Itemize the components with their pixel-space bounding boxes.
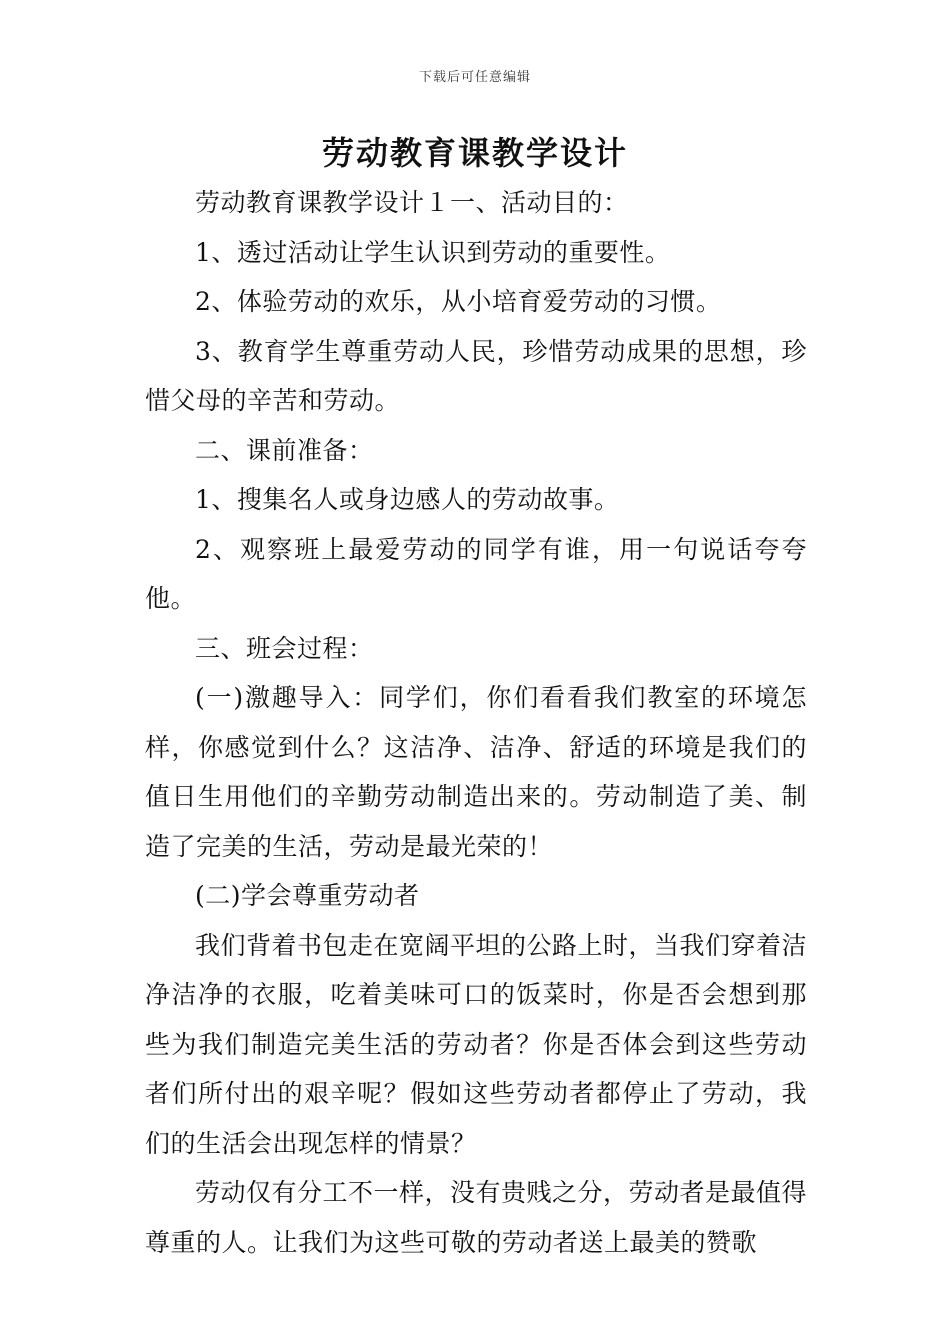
paragraph-introduction: (一)激趣导入：同学们，你们看看我们教室的环境怎样，你感觉到什么？这洁净、洁净、舒适的环境是我们的值日生用他们的辛勤劳动制造出来的。劳动制造了美、制造了完美的生活，劳动是最光荣的！ <box>145 683 807 861</box>
document-body <box>145 178 807 1267</box>
paragraph-labor-equality: 劳动仅有分工不一样，没有贵贱之分，劳动者是最值得尊重的人。让我们为这些可敬的劳动者送上最美的赞歌 <box>145 1178 808 1257</box>
paragraph-preparation-2: 2、观察班上最爱劳动的同学有谁，用一句说话夸夸他。 <box>145 534 807 613</box>
paragraph-goal-3: 3、教育学生尊重劳动人民，珍惜劳动成果的思想，珍惜父母的辛苦和劳动。 <box>145 336 807 415</box>
paragraph-goal-1: 1、透过活动让学生认识到劳动的重要性。 <box>195 237 671 267</box>
paragraph-process-heading: 三、班会过程： <box>195 633 374 663</box>
paragraph-respect-workers-heading: (二)学会尊重劳动者 <box>195 881 420 910</box>
paragraph-preparation-heading: 二、课前准备： <box>195 435 374 465</box>
header-note: 下载后可任意编辑 <box>418 70 531 85</box>
paragraph-preparation-1: 1、搜集名人或身边感人的劳动故事。 <box>195 485 620 514</box>
paragraph-activity-goal-heading: 劳动教育课教学设计１一、活动目的： <box>195 188 629 217</box>
paragraph-goal-2: 2、体验劳动的欢乐，从小培育爱劳动的习惯。 <box>195 287 722 316</box>
paragraph-respect-workers: 我们背着书包走在宽阔平坦的公路上时，当我们穿着洁净洁净的衣服，吃着美味可口的饭菜时，你是否会想到那些为我们制造完美生活的劳动者？你是否体会到这些劳动者们所付出的艰辛呢？假如这些劳动者都停止了劳动，我们的生活会出现怎样的情景？ <box>145 930 808 1158</box>
document-title: 劳动教育课教学设计 <box>321 134 628 172</box>
